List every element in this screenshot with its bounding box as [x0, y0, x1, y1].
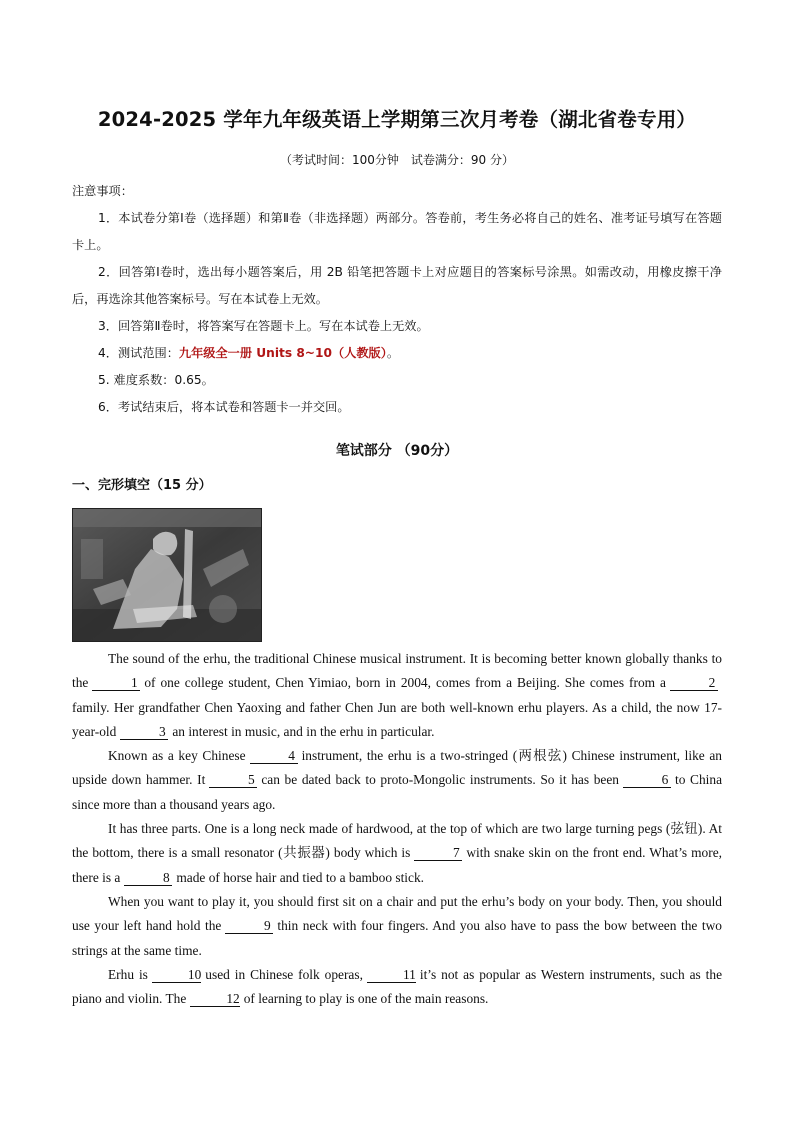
- p5-text-4: of learning to play is one of the main reasons.: [243, 991, 489, 1007]
- instruction-item-4-prefix: 4．测试范围：: [98, 346, 179, 360]
- p5-text-2: used in Chinese folk operas,: [205, 966, 363, 982]
- p3-text-3: made of horse hair and tied to a bamboo stick.: [176, 869, 424, 885]
- p3-text-2: with snake skin on the front end. What’s more, there is a: [72, 845, 722, 885]
- p4-text-2: thin neck with four fingers. And you also have to pass the bow between the two strings at the same time.: [72, 918, 723, 958]
- paragraph-4: [72, 890, 722, 963]
- cloze-passage: [72, 647, 722, 1011]
- p2-text-4: to China since more than a thousand years ago.: [72, 772, 723, 812]
- part-1-title: 一、完形填空（15 分）: [72, 478, 212, 493]
- blank-12[interactable]: 12: [190, 992, 239, 1007]
- instructions-heading: 注意事项：: [72, 184, 133, 198]
- p2-text-3: can be dated back to proto-Mongolic instruments. So it has been: [261, 772, 619, 788]
- instruction-item-5: 5. 难度系数：0.65。: [98, 373, 214, 387]
- p1-text-3: family. Her grandfather Chen Yaoxing and father Chen Jun are both well-known erhu players. As a child, the now 17-year-old: [72, 699, 722, 739]
- instruction-item-4: [72, 340, 722, 367]
- instruction-item-4-suffix: 。: [386, 346, 400, 360]
- instruction-item-3: 3．回答第Ⅱ卷时，将答案写在答题卡上。写在本试卷上无效。: [98, 319, 429, 333]
- test-scope: 九年级全一册 Units 8~10（人教版）: [178, 346, 387, 360]
- erhu-player-photo: [72, 508, 262, 642]
- blank-7[interactable]: 7: [414, 846, 462, 861]
- blank-2[interactable]: 2: [670, 676, 718, 691]
- blank-8[interactable]: 8: [124, 871, 172, 886]
- p5-text-1: Erhu is: [108, 966, 148, 982]
- p3-text-1: It has three parts. One is a long neck made of hardwood, at the top of which are two large turning pegs (弦钮). At the bottom, there is a small resonator (共振器) body which is: [72, 821, 722, 861]
- paragraph-1: [72, 647, 722, 744]
- blank-10[interactable]: 10: [152, 968, 201, 983]
- exam-subtitle: （考试时间：100分钟 试卷满分：90 分）: [280, 153, 514, 167]
- p1-text-2: of one college student, Chen Yimiao, born in 2004, comes from a Beijing. She comes from a: [144, 675, 666, 691]
- p2-text-1: Known as a key Chinese: [108, 748, 246, 764]
- blank-5[interactable]: 5: [209, 773, 257, 788]
- instruction-item-2: 2．回答第Ⅰ卷时，选出每小题答案后，用 2B 铅笔把答题卡上对应题目的答案标号涂黑。如需改动，用橡皮擦干净后，再选涂其他答案标号。写在本试卷上无效。: [72, 265, 722, 306]
- paragraph-5: [72, 963, 722, 1012]
- p1-text-4: an interest in music, and in the erhu in particular.: [172, 723, 435, 739]
- p1-text-1: The sound of the erhu, the traditional Chinese musical instrument. It is becoming better known globally thanks to the: [72, 651, 722, 691]
- blank-9[interactable]: 9: [225, 919, 273, 934]
- blank-1[interactable]: 1: [92, 676, 140, 691]
- paragraph-3: [72, 817, 722, 890]
- section-title: 笔试部分 （90分）: [335, 443, 459, 459]
- p5-text-3: it’s not as popular as Western instruments, such as the piano and violin. The: [72, 966, 723, 1007]
- instruction-item-1: 1．本试卷分第Ⅰ卷（选择题）和第Ⅱ卷（非选择题）两部分。答卷前，考生务必将自己的姓名、准考证号填写在答题卡上。: [72, 211, 722, 252]
- p4-text-1: When you want to play it, you should first sit on a chair and put the erhu’s body on your body. Then, you should use your left hand hold the: [72, 893, 722, 934]
- paragraph-2: [72, 744, 722, 817]
- blank-4[interactable]: 4: [250, 749, 298, 764]
- photo-image: [73, 509, 261, 641]
- instruction-item-6: 6．考试结束后，将本试卷和答题卡一并交回。: [98, 400, 350, 414]
- blank-6[interactable]: 6: [623, 773, 671, 788]
- blank-11[interactable]: 11: [367, 968, 416, 983]
- instructions: [72, 178, 722, 421]
- blank-3[interactable]: 3: [120, 725, 168, 740]
- exam-title: 2024-2025 学年九年级英语上学期第三次月考卷（湖北省卷专用）: [97, 108, 697, 131]
- p2-text-2: instrument, the erhu is a two-stringed (两根弦) Chinese instrument, like an upside down hammer. It: [72, 748, 723, 788]
